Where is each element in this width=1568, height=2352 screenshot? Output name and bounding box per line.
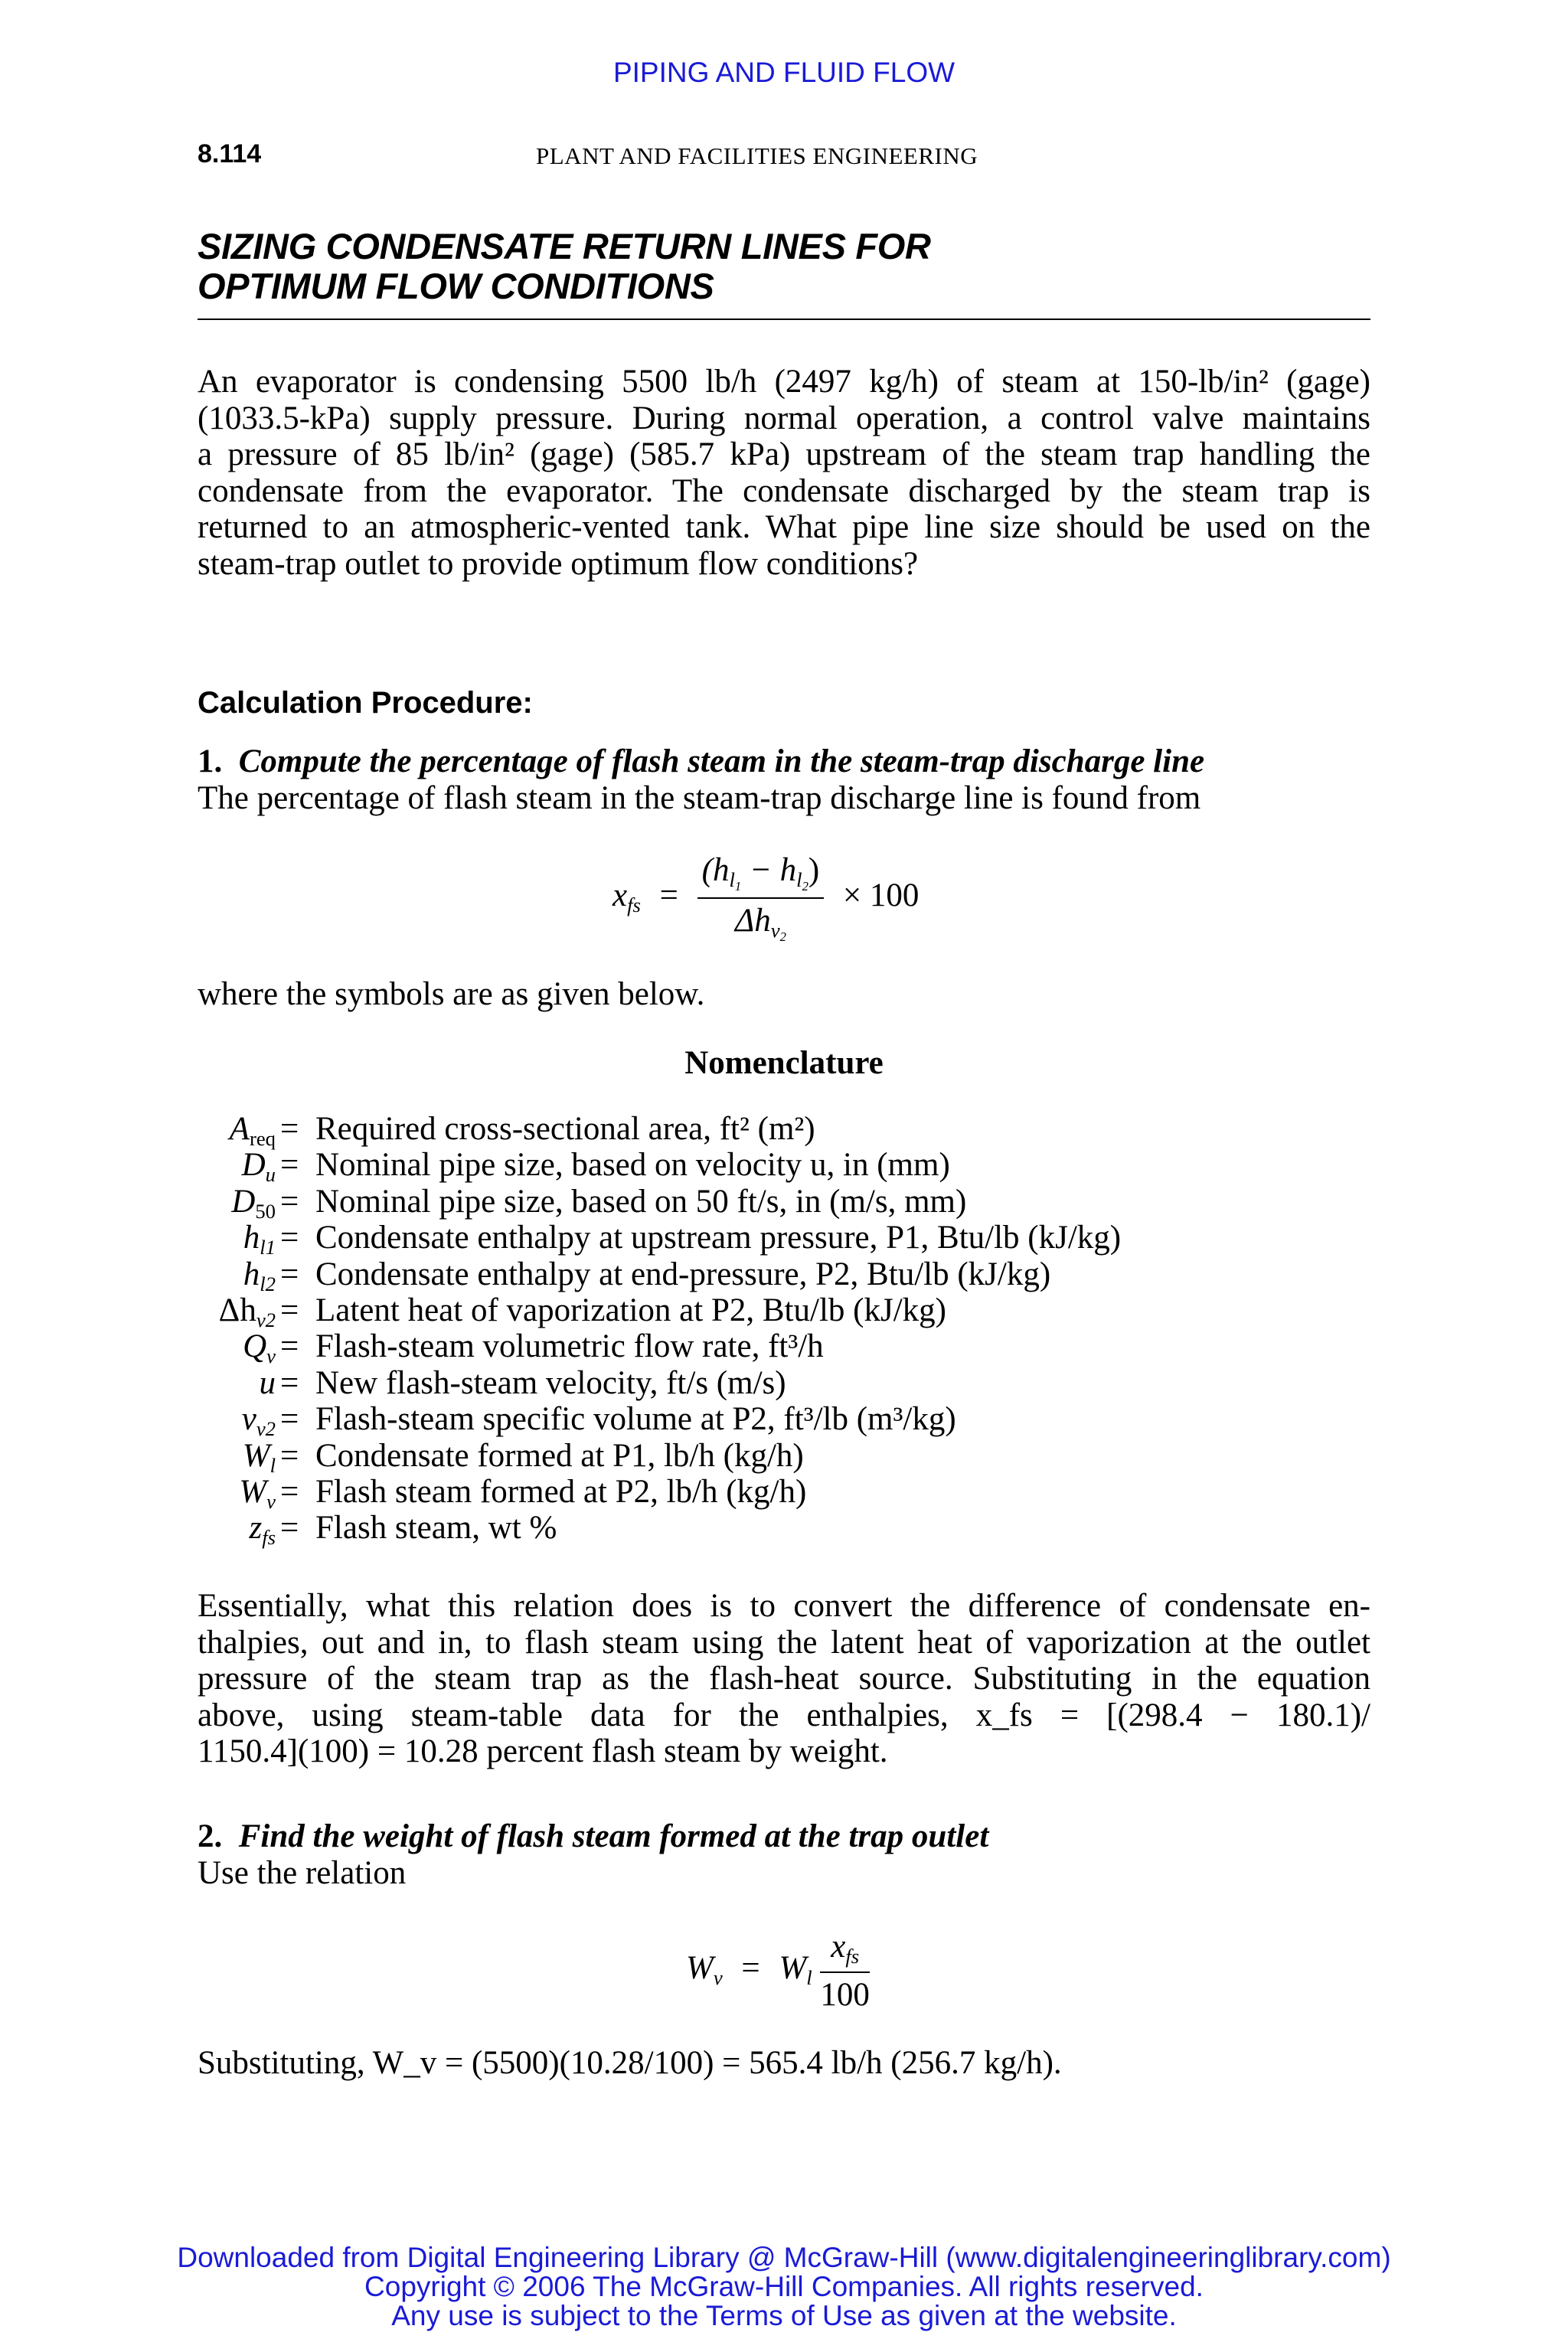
nomenclature-row <box>0 1328 1568 1368</box>
footer-copyright-line: Copyright © 2006 The McGraw-Hill Companies. All rights reserved. <box>364 2271 1204 2302</box>
footer-download-link[interactable]: Downloaded from Digital Engineering Library @ McGraw-Hill (www.digitalengineeringlibrary.com) <box>177 2242 1391 2273</box>
nomenclature-symbol: $v_{v2}$ <box>241 1401 276 1441</box>
top-link[interactable]: PIPING AND FLUID FLOW <box>612 57 956 88</box>
nomenclature-equals: = <box>280 1510 299 1547</box>
eq1-lhs-sub: fs <box>627 893 641 916</box>
calc-procedure-heading: Calculation Procedure: <box>198 686 533 720</box>
nomenclature-symbol: $D_{50}$ <box>231 1183 276 1223</box>
eq1-den-sub: v <box>770 918 780 942</box>
nomenclature-equals: = <box>280 1220 299 1256</box>
eq1-num-sub: l <box>729 867 735 891</box>
nomenclature-definition: Flash-steam volumetric flow rate, ft³/h <box>315 1328 824 1365</box>
eq2-lhs: W <box>686 1949 714 1986</box>
nomenclature-symbol: $h_{l2}$ <box>243 1256 276 1295</box>
step-1-heading <box>198 743 1204 780</box>
explanation-paragraph <box>198 1588 1370 1770</box>
nomenclature-symbol: $h_{l1}$ <box>243 1220 276 1259</box>
step-2-number: 2. <box>198 1818 223 1854</box>
eq1-denominator <box>697 899 825 945</box>
nomenclature-row <box>0 1509 1568 1550</box>
eq2-num-sub: fs <box>845 1944 860 1968</box>
section-title <box>198 227 931 306</box>
eq2-denominator: 100 <box>820 1976 870 2013</box>
step-1-text: The percentage of flash steam in the steam-trap discharge line is found from <box>198 780 1201 816</box>
nomenclature-row <box>0 1110 1568 1150</box>
title-line-2: OPTIMUM FLOW CONDITIONS <box>198 266 714 306</box>
flash-steam-equation <box>612 851 919 945</box>
nomenclature-definition: Nominal pipe size, based on velocity u, in (mm) <box>315 1147 950 1184</box>
nomenclature-row <box>0 1219 1568 1259</box>
nomenclature-symbol: $D_u$ <box>241 1147 276 1187</box>
step-1-number: 1. <box>198 743 223 779</box>
eq1-den-subsub: 2 <box>779 929 786 944</box>
nomenclature-symbol: $z_{fs}$ <box>249 1510 276 1550</box>
eq1-den-part: Δh <box>734 902 771 939</box>
explanation-line: thalpies, out and in, to flash steam using the latent heat of vaporization at the outlet <box>198 1624 1370 1661</box>
explanation-line: Essentially, what this relation does is to convert the difference of condensate en- <box>198 1588 1370 1624</box>
nomenclature-row <box>0 1256 1568 1295</box>
eq1-num-sub: l <box>796 867 802 891</box>
step-2-text: Use the relation <box>198 1855 407 1891</box>
nomenclature-row <box>0 1473 1568 1513</box>
nomenclature-row <box>0 1292 1568 1331</box>
problem-line: condensate from the evaporator. The condensate discharged by the steam trap is <box>198 472 1370 509</box>
nomenclature-definition: Nominal pipe size, based on 50 ft/s, in (m/s, mm) <box>315 1183 967 1220</box>
nomenclature-definition: Flash steam formed at P2, lb/h (kg/h) <box>315 1474 807 1510</box>
title-line-1: SIZING CONDENSATE RETURN LINES FOR <box>198 226 931 266</box>
nomenclature-row <box>0 1183 1568 1223</box>
nomenclature-definition: Condensate enthalpy at end-pressure, P2, Btu/lb (kJ/kg) <box>315 1256 1051 1292</box>
footer-copyright <box>0 2243 1568 2331</box>
substitution-text: Substituting, W_v = (5500)(10.28/100) = 565.4 lb/h (256.7 kg/h). <box>198 2045 1062 2081</box>
where-text: where the symbols are as given below. <box>198 976 705 1012</box>
nomenclature-symbol: $\Delta h_{v2}$ <box>218 1292 276 1331</box>
problem-paragraph <box>198 364 1370 582</box>
nomenclature-row <box>0 1146 1568 1187</box>
nomenclature-definition: Required cross-sectional area, ft² (m²) <box>315 1111 815 1147</box>
problem-line: returned to an atmospheric-vented tank. What pipe line size should be used on the <box>198 509 1370 545</box>
nomenclature-equals: = <box>280 1364 299 1401</box>
title-rule <box>198 318 1370 320</box>
nomenclature-definition: New flash-steam velocity, ft/s (m/s) <box>315 1364 786 1401</box>
problem-line: steam-trap outlet to provide optimum flow conditions? <box>198 545 919 582</box>
step-1-title: Compute the percentage of flash steam in the steam-trap discharge line <box>238 743 1205 779</box>
eq1-num-part: ) <box>808 852 820 888</box>
explanation-line: above, using steam-table data for the enthalpies, x_fs = [(298.4 − 180.1)/ <box>198 1697 1370 1733</box>
eq1-times-100: × 100 <box>842 877 920 913</box>
eq1-fraction <box>697 851 825 945</box>
nomenclature-equals: = <box>280 1111 299 1147</box>
nomenclature-symbol: $W_v$ <box>239 1474 276 1513</box>
eq2-numerator <box>820 1928 870 1973</box>
nomenclature-equals: = <box>280 1437 299 1474</box>
nomenclature-title: Nomenclature <box>684 1045 884 1081</box>
nomenclature-equals: = <box>280 1292 299 1328</box>
flash-weight-equation <box>686 1928 870 2014</box>
running-head: PLANT AND FACILITIES ENGINEERING <box>536 142 978 169</box>
nomenclature-symbol: $A_{req}$ <box>229 1111 276 1150</box>
nomenclature-equals: = <box>280 1183 299 1220</box>
nomenclature-row <box>0 1400 1568 1441</box>
nomenclature-definition: Latent heat of vaporization at P2, Btu/lb (kJ/kg) <box>315 1292 946 1328</box>
problem-line: a pressure of 85 lb/in² (gage) (585.7 kPa) upstream of the steam trap handling the <box>198 436 1370 472</box>
eq2-equals: = <box>741 1949 760 1986</box>
nomenclature-equals: = <box>280 1256 299 1292</box>
eq1-numerator <box>697 851 825 899</box>
step-2-title: Find the weight of flash steam formed at the trap outlet <box>238 1818 989 1854</box>
step-2-heading <box>198 1818 988 1855</box>
eq2-num: x <box>831 1929 846 1965</box>
eq2-rhs-sub: l <box>806 1965 812 1989</box>
eq2-fraction <box>820 1928 870 2014</box>
explanation-line: pressure of the steam trap as the flash-heat source. Substituting in the equation <box>198 1661 1370 1697</box>
nomenclature-symbol: $W_l$ <box>242 1437 276 1477</box>
eq1-equals: = <box>659 877 678 913</box>
nomenclature-equals: = <box>280 1474 299 1510</box>
nomenclature-row <box>0 1364 1568 1400</box>
nomenclature-symbol: $Q_v$ <box>243 1328 276 1368</box>
problem-line: An evaporator is condensing 5500 lb/h (2497 kg/h) of steam at 150-lb/in² (gage) <box>198 364 1370 400</box>
eq1-num-part: − h <box>741 852 797 888</box>
eq2-lhs-sub: v <box>713 1965 723 1989</box>
eq1-num-subsub: 2 <box>802 878 808 893</box>
nomenclature-row <box>0 1437 1568 1477</box>
eq1-lhs: x <box>612 877 628 913</box>
nomenclature-definition: Condensate formed at P1, lb/h (kg/h) <box>315 1437 804 1474</box>
eq1-num-part: (h <box>701 852 730 888</box>
nomenclature-definition: Condensate enthalpy at upstream pressure, P1, Btu/lb (kJ/kg) <box>315 1220 1122 1256</box>
nomenclature-definition: Flash-steam specific volume at P2, ft³/lb (m³/kg) <box>315 1401 956 1438</box>
nomenclature-equals: = <box>280 1401 299 1438</box>
nomenclature-definition: Flash steam, wt % <box>315 1510 557 1547</box>
page-number: 8.114 <box>198 139 262 168</box>
problem-line: (1033.5-kPa) supply pressure. During normal operation, a control valve maintains <box>198 400 1370 436</box>
footer-terms-line: Any use is subject to the Terms of Use as given at the website. <box>391 2300 1177 2331</box>
nomenclature-symbol: u <box>259 1364 276 1401</box>
nomenclature-equals: = <box>280 1328 299 1365</box>
eq2-rhs: W <box>779 1949 807 1986</box>
nomenclature-equals: = <box>280 1147 299 1184</box>
eq1-num-subsub: 1 <box>734 878 742 893</box>
explanation-line: 1150.4](100) = 10.28 percent flash steam by weight. <box>198 1733 888 1769</box>
